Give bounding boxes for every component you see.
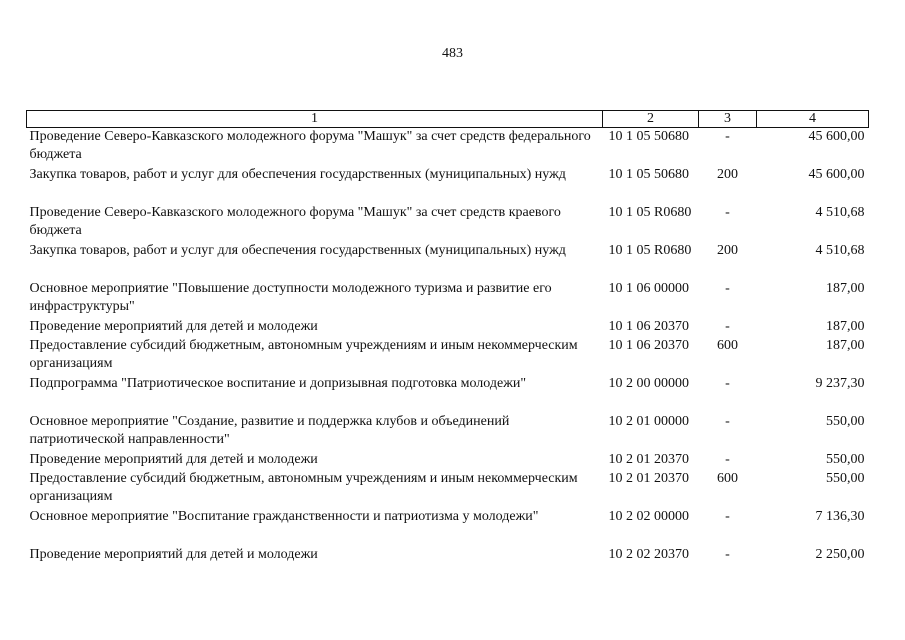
- header-col-4: 4: [757, 111, 869, 128]
- row-name: Основное мероприятие "Воспитание гражданственности и патриотизма у молодежи": [29, 509, 539, 524]
- table-row: [27, 280, 869, 318]
- table-row: [27, 546, 869, 565]
- row-code: 10 1 05 R0680: [608, 243, 692, 258]
- row-name: Проведение мероприятий для детей и молодежи: [29, 319, 318, 334]
- row-name: Проведение Северо-Кавказского молодежного форума "Машук" за счет средств федерального бюджета: [29, 129, 591, 162]
- row-sum: 4 510,68: [815, 243, 865, 258]
- row-name: Подпрограмма "Патриотическое воспитание и допризывная подготовка молодежи": [29, 376, 527, 391]
- row-sum: 9 237,30: [815, 376, 865, 391]
- row-code: 10 1 05 50680: [608, 129, 689, 144]
- row-name: Закупка товаров, работ и услуг для обеспечения государственных (муниципальных) нужд: [29, 167, 566, 182]
- row-sum: 187,00: [826, 338, 865, 353]
- row-name: Основное мероприятие "Создание, развитие и поддержка клубов и объединений патриотической направленности": [29, 414, 510, 447]
- table-row: [27, 375, 869, 413]
- table-row: [27, 204, 869, 242]
- row-name: Основное мероприятие "Повышение доступности молодежного туризма и развитие его инфраструктуры": [29, 281, 552, 314]
- row-name: Предоставление субсидий бюджетным, автономным учреждениям и иным некоммерческим организациям: [29, 471, 578, 504]
- table-row: [27, 413, 869, 451]
- row-type: 200: [717, 167, 738, 182]
- table-row: [27, 508, 869, 546]
- row-type: -: [725, 376, 730, 391]
- row-sum: 550,00: [826, 471, 865, 486]
- row-code: 10 1 05 50680: [608, 167, 689, 182]
- row-sum: 2 250,00: [815, 547, 865, 562]
- row-name: Проведение мероприятий для детей и молодежи: [29, 452, 318, 467]
- row-type: 600: [717, 471, 738, 486]
- row-code: 10 2 02 20370: [608, 547, 689, 562]
- row-type: -: [725, 509, 730, 524]
- header-col-2: 2: [603, 111, 699, 128]
- row-sum: 550,00: [826, 452, 865, 467]
- row-name: Проведение мероприятий для детей и молодежи: [29, 547, 318, 562]
- row-sum: 45 600,00: [808, 167, 865, 182]
- row-sum: 550,00: [826, 414, 865, 429]
- table-header-row: [27, 111, 869, 128]
- row-sum: 187,00: [826, 281, 865, 296]
- row-name: Предоставление субсидий бюджетным, автономным учреждениям и иным некоммерческим организациям: [29, 338, 578, 371]
- row-sum: 4 510,68: [815, 205, 865, 220]
- table-row: [27, 451, 869, 470]
- row-type: -: [725, 452, 730, 467]
- table-row: [27, 337, 869, 375]
- row-code: 10 1 06 20370: [608, 319, 689, 334]
- row-code: 10 2 00 00000: [608, 376, 689, 391]
- row-type: -: [725, 414, 730, 429]
- header-col-1: 1: [27, 111, 603, 128]
- table-row: [27, 128, 869, 167]
- table-row: [27, 470, 869, 508]
- row-type: -: [725, 281, 730, 296]
- row-code: 10 2 01 20370: [608, 471, 689, 486]
- table-row: [27, 242, 869, 280]
- row-code: 10 1 06 00000: [608, 281, 689, 296]
- row-type: -: [725, 205, 730, 220]
- row-code: 10 2 02 00000: [608, 509, 689, 524]
- row-type: 200: [717, 243, 738, 258]
- row-sum: 187,00: [826, 319, 865, 334]
- budget-table: [26, 110, 869, 565]
- row-type: 600: [717, 338, 738, 353]
- row-code: 10 1 05 R0680: [608, 205, 692, 220]
- row-sum: 7 136,30: [815, 509, 865, 524]
- row-code: 10 2 01 00000: [608, 414, 689, 429]
- page-number: 483: [442, 46, 463, 61]
- row-code: 10 1 06 20370: [608, 338, 689, 353]
- header-col-3: 3: [699, 111, 757, 128]
- table-row: [27, 166, 869, 204]
- row-type: -: [725, 547, 730, 562]
- row-type: -: [725, 319, 730, 334]
- table-row: [27, 318, 869, 337]
- row-name: Проведение Северо-Кавказского молодежного форума "Машук" за счет средств краевого бюджета: [29, 205, 561, 238]
- row-sum: 45 600,00: [808, 129, 865, 144]
- row-name: Закупка товаров, работ и услуг для обеспечения государственных (муниципальных) нужд: [29, 243, 566, 258]
- row-code: 10 2 01 20370: [608, 452, 689, 467]
- row-type: -: [725, 129, 730, 144]
